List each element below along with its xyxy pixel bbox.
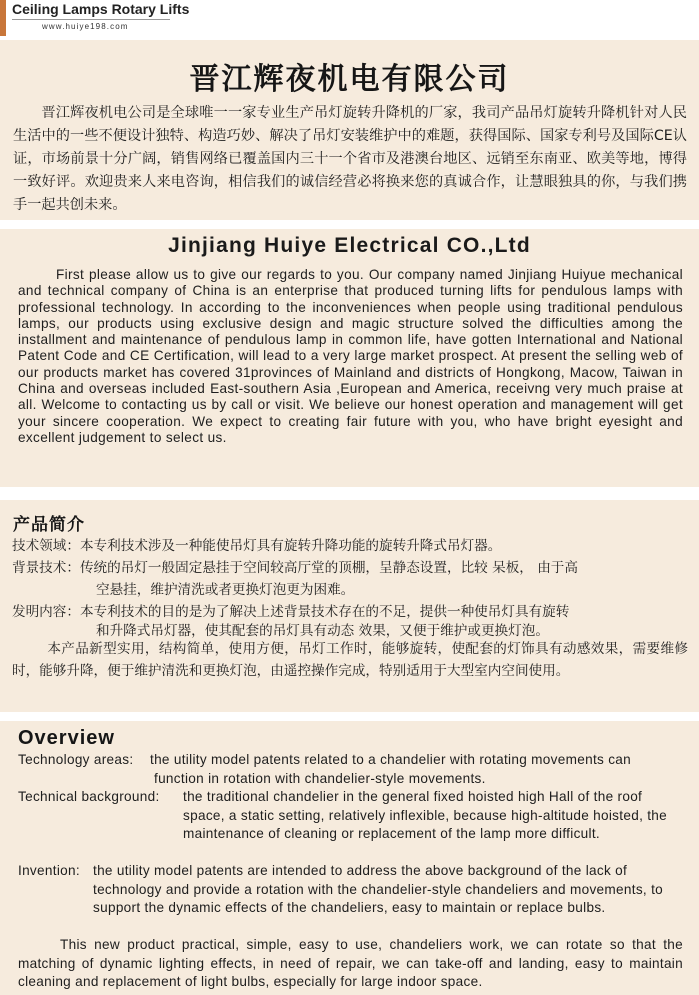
overview-item-text	[150, 751, 683, 788]
company-cn-title: 晋江辉夜机电有限公司	[189, 62, 510, 97]
product-cn-section	[0, 500, 699, 712]
product-cn-item-text: 本专利技术的目的是为了解决上述背景技术存在的不足，提供一种使吊灯具有旋转	[79, 604, 570, 620]
overview-summary: This new product practical, simple, easy to use, chandeliers work, we can rotate so that the matching of dynamic lighting effects, in need of repair, we can take-off and landing, easy to maintain cleaning and replacement of light bulbs, especially for large indoor space.	[18, 937, 683, 990]
product-cn-item-label: 背景技术：	[12, 560, 80, 576]
company-cn-section	[0, 40, 699, 220]
company-en-intro: First please allow us to give our regards to you. Our company named Jinjiang Huiyue mechanical and technical company of China is an enterprise that produced turning lifts for pendulous lamps with professional technology. In according to the inconveniences when people using traditional pendulous lamps, our products using exclusive design and magic structure solved the difficulties among the installment and maintenance of pendulous lamp in common life, have gotten International and National Patent Code and CE Certification, will lead to a very large market prospect. At present the selling web of our products market has covered 31provinces of Mainland and districts of Hongkong, Macow, Taiwan in China and overseas included East-southern Asia ,European and America, receivng very much praise at all. Welcome to contacting us by call or visit. We believe our honest operation and management will get your sincere cooperation. We expect to creating fair future with you, who have bright eyesight and excellent judgement to select us.	[18, 267, 683, 445]
product-cn-item-continued: 空悬挂，维护清洗或者更换灯泡更为困难。	[96, 582, 355, 598]
product-cn-item	[12, 535, 688, 557]
overview-title: Overview	[18, 727, 115, 749]
company-cn-intro: 晋江辉夜机电公司是全球唯一一家专业生产吊灯旋转升降机的厂家，我司产品吊灯旋转升降机针对人民生活中的一些不便设计独特、构造巧妙、解决了吊灯安装维护中的难题，获得国际、国家专利号及国际CE认证，市场前景十分广阔，销售网络已覆盖国内三十一个省市及港澳台地区、远销至东南亚、欧美等地，博得一致好评。欢迎贵来人来电咨询，相信我们的诚信经营必将换来您的真诚合作，让慧眼独具的你，与我们携手一起共创未来。	[13, 105, 687, 213]
overview-item-label: Technology areas:	[18, 752, 134, 767]
product-cn-title: 产品简介	[13, 515, 85, 535]
company-en-section	[0, 229, 699, 487]
header-accent-bar	[0, 0, 6, 36]
product-cn-item-label: 发明内容：	[12, 604, 80, 620]
company-en-title: Jinjiang Huiye Electrical CO.,Ltd	[168, 234, 531, 257]
header-divider	[12, 19, 170, 20]
overview-item-label: Invention:	[18, 863, 80, 878]
overview-item-body: the utility model patents related to a chandelier with rotating movements can function in rotation with chandelier-style movements.	[150, 752, 632, 786]
product-cn-item-text: 本专利技术涉及一种能使吊灯具有旋转升降功能的旋转升降式吊灯器。	[79, 538, 502, 554]
website-url[interactable]: www.huiye198.com	[42, 22, 129, 31]
overview-item-label: Technical background:	[18, 789, 160, 804]
product-cn-item	[12, 557, 688, 579]
product-cn-item-text: 传统的吊灯一般固定悬挂于空间较高厅堂的顶棚，呈静态设置，比较 呆板， 由于高	[79, 560, 578, 576]
brand-title: Ceiling Lamps Rotary Lifts	[12, 1, 190, 17]
overview-item-text: the traditional chandelier in the general fixed hoisted high Hall of the roof space, a static setting, relatively inflexible, because high-altitude hoisted, the maintenance of cleaning or replacement of the lamp more difficult.	[183, 789, 668, 842]
product-cn-item-continued: 和升降式吊灯器，使其配套的吊灯具有动态 效果，又便于维护或更换灯泡。	[96, 623, 549, 639]
product-cn-item-label: 技术领域：	[12, 538, 80, 554]
page-header	[0, 0, 699, 38]
overview-section	[0, 721, 699, 995]
overview-item-text: the utility model patents are intended to address the above background of the lack of technology and provide a rotation with the chandelier-style chandeliers and movements, to support the dynamic effects of the chandeliers, easy to maintain or replace bulbs.	[93, 863, 664, 916]
product-cn-summary: 本产品新型实用，结构简单，使用方便，吊灯工作时，能够旋转，使配套的灯饰具有动感效果，需要维修时，能够升降，便于维护清洗和更换灯泡，由遥控操作完成，特别适用于大型室内空间使用。	[12, 641, 688, 679]
